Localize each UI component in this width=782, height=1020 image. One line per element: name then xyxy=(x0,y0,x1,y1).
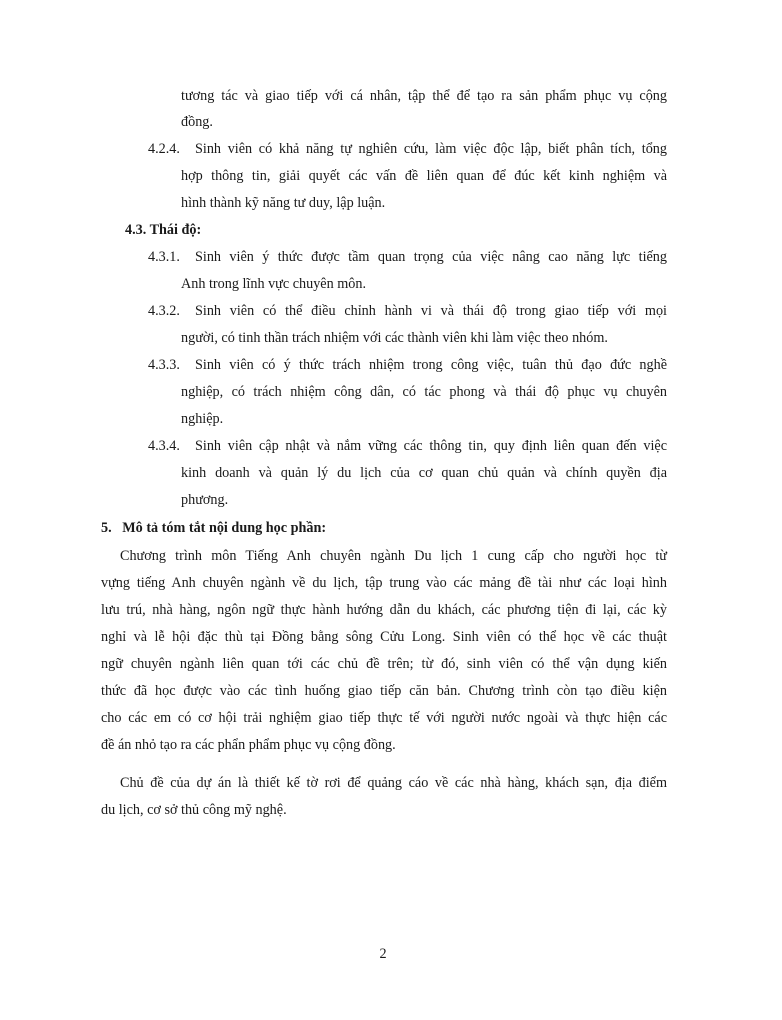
continuation-line-1: tương tác và giao tiếp với cá nhân, tập thể để tạo ra sản phẩm phục vụ cộng xyxy=(181,88,667,104)
paragraph-1-line-2: vựng tiếng Anh chuyên ngành về du lịch, tập trung vào các mảng đề tài như các loại hình xyxy=(101,575,667,591)
item-4-2-4-line-3: hình thành kỹ năng tư duy, lập luận. xyxy=(181,195,386,211)
paragraph-2-line-2: du lịch, cơ sở thủ công mỹ nghệ. xyxy=(101,802,287,818)
item-4-2-4-line-1: Sinh viên có khả năng tự nghiên cứu, làm việc độc lập, biết phân tích, tổng xyxy=(195,141,667,157)
paragraph-1-line-6: thức đã học được vào các tình huống giao tiếp căn bản. Chương trình còn tạo điều kiện xyxy=(101,683,667,699)
paragraph-1-line-8: đề án nhỏ tạo ra các phẩn phẩm phục vụ cộng đồng. xyxy=(101,737,396,753)
item-number-4-3-1: 4.3.1. xyxy=(148,249,180,265)
item-4-3-2-line-1: Sinh viên có thể điều chỉnh hành vi và thái độ trong giao tiếp với mọi xyxy=(195,303,667,319)
paragraph-1-line-5: ngữ chuyên ngành liên quan tới các chủ đề trên; từ đó, sinh viên có thể vận dụng kiến xyxy=(101,656,667,672)
item-4-3-3-line-2: nghiệp, có trách nhiệm công dân, có tác phong và thái độ phục vụ chuyên xyxy=(181,384,667,400)
section-4-3-heading: 4.3. Thái độ: xyxy=(125,222,202,238)
item-number-4-3-3: 4.3.3. xyxy=(148,357,180,373)
section-5-heading: 5. Mô tả tóm tắt nội dung học phần: xyxy=(101,520,327,536)
item-4-3-3-line-3: nghiệp. xyxy=(181,411,224,427)
item-number-4-3-4: 4.3.4. xyxy=(148,438,180,454)
item-4-3-1-line-2: Anh trong lĩnh vực chuyên môn. xyxy=(181,276,367,292)
item-4-3-4-line-1: Sinh viên cập nhật và nắm vững các thông tin, quy định liên quan đến việc xyxy=(195,438,667,454)
item-4-3-4-line-2: kinh doanh và quản lý du lịch của cơ quan chủ quản và chính quyền địa xyxy=(181,465,667,481)
item-4-3-4-line-3: phương. xyxy=(181,492,229,508)
page-number: 2 xyxy=(379,946,387,962)
item-4-3-1-line-1: Sinh viên ý thức được tầm quan trọng của việc nâng cao năng lực tiếng xyxy=(195,249,667,265)
item-number-4-2-4: 4.2.4. xyxy=(148,141,180,157)
paragraph-1-line-4: nghỉ và lễ hội đặc thù tại Đồng bằng sông Cửu Long. Sinh viên có thể học về các thuật xyxy=(101,629,667,645)
item-number-4-3-2: 4.3.2. xyxy=(148,303,180,319)
paragraph-1-line-3: lưu trú, nhà hàng, ngôn ngữ thực hành hướng dẫn du khách, các phương tiện đi lại, các kỳ xyxy=(101,602,667,618)
paragraph-1-line-7: cho các em có cơ hội trải nghiệm giao tiếp thực tế với người nước ngoài và thực hiện các xyxy=(101,710,667,726)
paragraph-1-line-1: Chương trình môn Tiếng Anh chuyên ngành Du lịch 1 cung cấp cho người học từ xyxy=(120,548,667,564)
item-4-3-2-line-2: người, có tinh thần trách nhiệm với các thành viên khi làm việc theo nhóm. xyxy=(181,330,608,346)
item-4-2-4-line-2: hợp thông tin, giải quyết các vấn đề liên quan để đúc kết kinh nghiệm và xyxy=(181,168,667,184)
continuation-line-2: đồng. xyxy=(181,114,213,130)
paragraph-2-line-1: Chủ đề của dự án là thiết kế tờ rơi để quảng cáo về các nhà hàng, khách sạn, địa điểm xyxy=(120,775,667,791)
item-4-3-3-line-1: Sinh viên có ý thức trách nhiệm trong công việc, tuân thủ đạo đức nghề xyxy=(195,357,667,373)
